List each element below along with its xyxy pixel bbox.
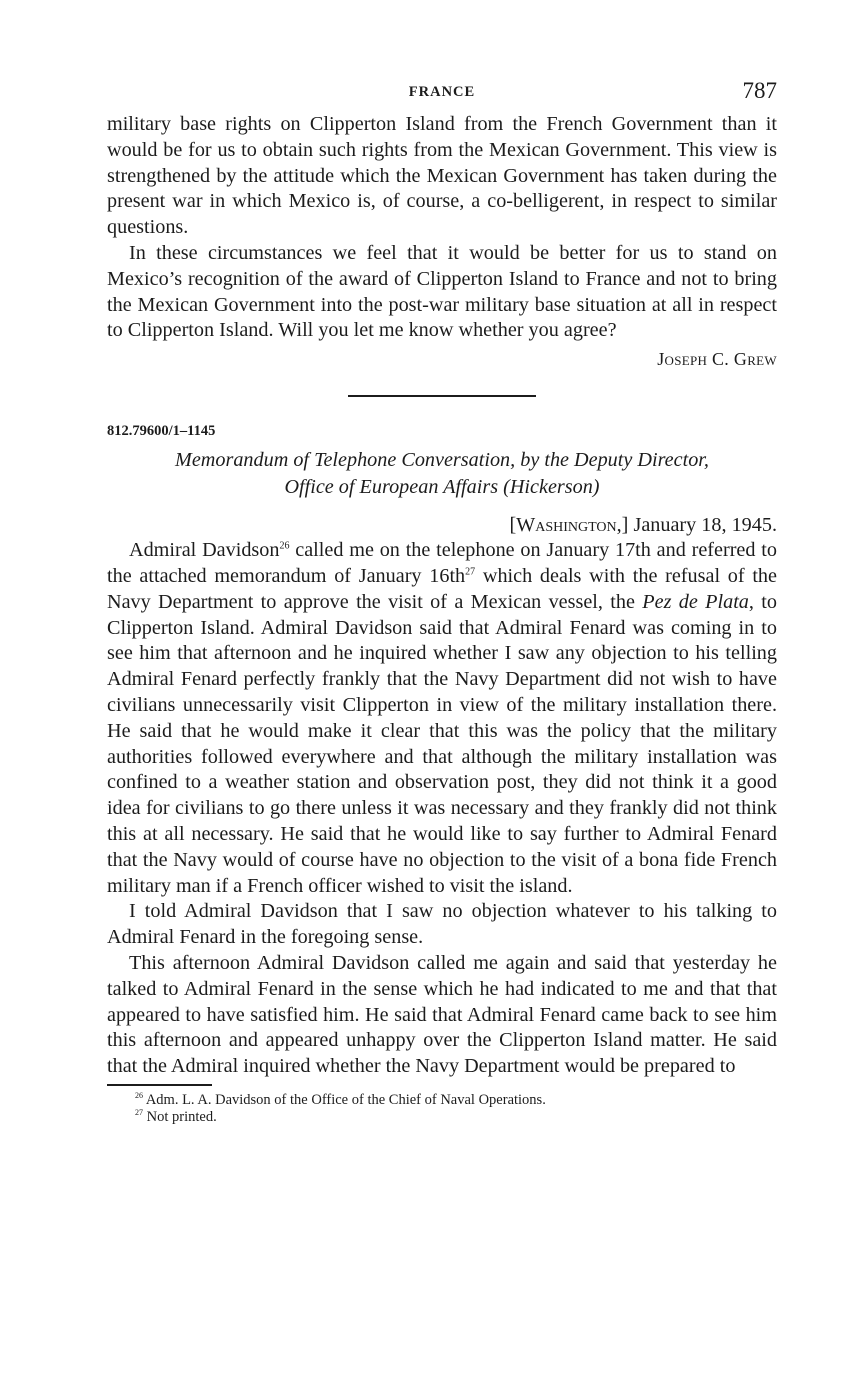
footnote-text: Adm. L. A. Davidson of the Office of the Chief of Naval Operations. xyxy=(145,1091,546,1108)
footnote-number: 26 xyxy=(135,1091,143,1101)
footnote-ref-27: 27 xyxy=(465,566,476,578)
circumstances-paragraph: In these circumstances we feel that it would be better for us to stand on Mexico’s recognition of the award of Clipperton Island to France and not to bring the Mexican Government into the post-war military base situation at all in respect to Clipperton Island. Will you let me know whether you agree? xyxy=(107,241,777,342)
footnote-27 xyxy=(135,1109,777,1127)
memo-paragraph-3: This afternoon Admiral Davidson called me again and said that yesterday he talked to Admiral Fenard in the sense which he had indicated to me and that that appeared to have satisfied him. He said that Admiral Fenard came back to see him this afternoon and appeared unhappy over the Clipperton Island matter. He said that the Admiral inquired whether the Navy Department would be prepared to xyxy=(107,951,777,1078)
signature: Joseph C. Grew xyxy=(657,349,777,370)
footnote-26 xyxy=(135,1092,777,1110)
memo-paragraph-1 xyxy=(107,538,777,899)
footnote-text: Not printed. xyxy=(146,1109,217,1126)
running-head-title: FRANCE xyxy=(408,84,476,100)
dateline-date: January 18, 1945. xyxy=(633,514,777,537)
page-number: 787 xyxy=(742,78,777,103)
memo-p1-text-a: Admiral Davidson xyxy=(129,539,280,562)
page-content xyxy=(107,78,777,1127)
footnote-divider xyxy=(107,1084,212,1086)
running-head xyxy=(107,78,777,112)
section-divider xyxy=(348,395,536,397)
memo-p1-text-c: which deals with the refusal of the Navy Department to approve the visit of a Mexican vessel, the xyxy=(107,564,777,613)
file-number: 812.79600/1–1145 xyxy=(107,423,216,440)
vessel-name: Pez de Plata xyxy=(642,590,749,613)
continued-paragraph: military base rights on Clipperton Island from the French Government than it would be for us to obtain such rights from the Mexican Government. This view is strengthened by the attitude which the Mexican Government has taken during the present war in which Mexico is, of course, a co-belligerent, in respect to similar questions. xyxy=(107,113,777,239)
memo-p1-text-b: called me on the telephone on January 17th and referred to the attached memorandum of January 16th xyxy=(107,539,777,587)
memo-paragraph-2: I told Admiral Davidson that I saw no objection whatever to his talking to Admiral Fenard in the foregoing sense. xyxy=(107,900,777,949)
footnote-number: 27 xyxy=(135,1108,143,1118)
footnote-ref-26: 26 xyxy=(279,540,290,552)
document-heading-line-1: Memorandum of Telephone Conversation, by the Deputy Director, xyxy=(175,449,709,472)
document-heading-line-2: Office of European Affairs (Hickerson) xyxy=(284,476,600,499)
dateline xyxy=(107,512,777,538)
memo-p1-text-d: , to Clipperton Island. Admiral Davidson said that Admiral Fenard was coming in to see him that afternoon and he inquired whether I saw any objection to his telling Admiral Fenard perfectly frankly that the Navy Department did not wish to have civilians unnecessarily visit Clipperton in view of the military installation there. He said that he would make it clear that this was the policy that the military authorities followed everywhere and that although the military installation was confined to a weather station and observation post, they did not think it a good idea for civilians to go there unless it was necessary and they frankly did not think this at all necessary. He said that he would like to say further to Admiral Fenard that the Navy would of course have no objection to the visit of a bona fide French military man if a French officer wished to visit the island. xyxy=(107,590,777,897)
dateline-place: [Washington,] xyxy=(509,514,629,537)
